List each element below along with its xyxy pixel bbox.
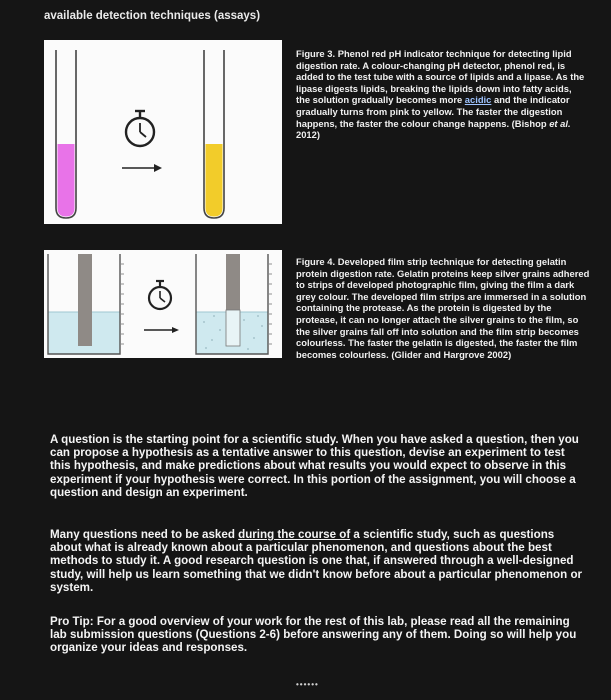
arrow-right-icon — [122, 164, 162, 172]
footer-dots: •••••• — [296, 680, 319, 689]
section-heading: available detection techniques (assays) — [44, 10, 261, 22]
film-strip-clear — [226, 310, 240, 346]
paragraph-pro-tip: Pro Tip: For a good overview of your work for the rest of this lab, please read all the remaining lab submission questions (Questions 2-6) before answering any of them. Doing so will help you organize your ideas and responses. — [50, 615, 577, 655]
stopwatch-icon-2 — [149, 281, 171, 309]
stopwatch-icon — [126, 111, 154, 146]
pro-tip-label: Pro Tip: — [50, 615, 94, 628]
figure3-label: Figure 3. — [296, 48, 336, 59]
film-strip-partial — [226, 254, 240, 310]
test-tube-yellow — [204, 50, 224, 218]
film-strip-dark — [78, 254, 92, 346]
beaker-left — [48, 254, 124, 354]
figure4-label: Figure 4. — [296, 256, 336, 267]
underlined-phrase: during the course of — [238, 528, 351, 541]
paragraph-question-intro: A question is the starting point for a scientific study. When you have asked a question, then you can propose a hypothesis as a tentative answer to this question, devise an experiment to test this hypothesis, and make predictions about what results you would expect to observe in this experiment if your hypothesis were correct. In this portion of the assignment, you will choose a question and design an experiment. — [50, 433, 579, 499]
figure4-caption: Figure 4. Developed film strip technique for detecting gelatin protein digestion rate. Gelatin proteins keep silver grains adhered to strips of developed photographic film, giving the film a dark grey colour. The developed film strips are immersed in a solution containing the protease. As the protein is digested by the protease, it can no longer attach the silver grains to the film, so the silver grains fall off into solution and the film strip becomes colourless. The faster the gelatin is digested, the faster the film becomes colourless. (Glider and Hargrove 2002) — [296, 256, 590, 360]
arrow-right-icon-2 — [144, 327, 179, 333]
figure4-illustration — [44, 250, 282, 358]
test-tube-pink — [56, 50, 76, 218]
figure3-illustration — [44, 40, 282, 224]
figure3-caption: Figure 3. Phenol red pH indicator technique for detecting lipid digestion rate. A colour-changing pH detector, phenol red, is added to the test tube with a source of lipids and a lipase. As the lipase digests lipids, breaking the lipids down into fatty acids, the solution gradually becomes more acidic and the indicator gradually turns from pink to yellow. The faster the digestion happens, the faster the colour change happens. (Bishop et al. 2012) — [296, 48, 585, 141]
acidic-link[interactable]: acidic — [464, 94, 492, 106]
beaker-right — [196, 254, 272, 354]
paragraph-research-question: Many questions need to be asked during the course of a scientific study, such as questions about what is already known about a particular phenomenon, and questions about the best methods to study it. A good research question is one that, if answered through a well-designed study, will help us learn something that we didn't know before about a particular phenomenon or system. — [50, 528, 583, 594]
